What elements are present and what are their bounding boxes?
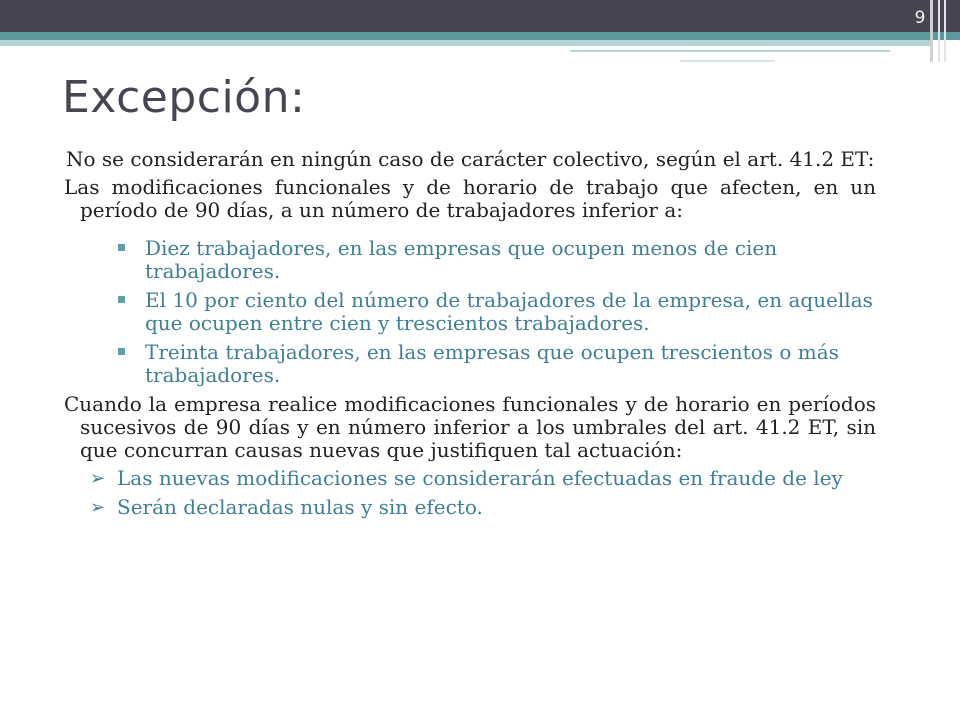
list-item	[64, 289, 876, 335]
page-number: 9	[914, 8, 926, 28]
list-item-text: Las nuevas modificaciones se considerarán efectuadas en fraude de ley	[117, 466, 843, 490]
second-paragraph: Cuando la empresa realice modificaciones funcionales y de horario en períodos sucesivos de 90 días y en número inferior a los umbrales del art. 41.2 ET, sin que concurran causas nuevas que justifiquen tal actuación:	[64, 392, 876, 462]
header-bar	[0, 0, 960, 32]
square-bullet-icon	[118, 348, 125, 355]
list-item-text: Serán declaradas nulas y sin efecto.	[117, 495, 483, 519]
list-item-text: Treinta trabajadores, en las empresas que ocupen trescientos o más trabajadores.	[145, 340, 839, 387]
header-vertical-line	[938, 0, 940, 62]
arrow-bullet-icon: ➢	[90, 497, 106, 518]
list-item	[64, 496, 876, 519]
list-item	[64, 341, 876, 387]
header-accent-line-secondary	[680, 60, 775, 62]
header-teal-band	[0, 32, 960, 40]
square-bullet-icon	[118, 296, 125, 303]
arrow-bullet-icon: ➢	[90, 468, 106, 489]
header-teal-band-lower	[0, 40, 930, 46]
list-item-text: Diez trabajadores, en las empresas que ocupen menos de cien trabajadores.	[145, 236, 778, 283]
list-item-text: El 10 por ciento del número de trabajadores de la empresa, en aquellas que ocupen entre cien y trescientos trabajadores.	[145, 288, 873, 335]
square-bullet-icon	[118, 244, 125, 251]
slide-title: Excepción:	[62, 72, 306, 123]
list-item	[64, 467, 876, 490]
threshold-list	[64, 237, 876, 387]
main-paragraph: Las modificaciones funcionales y de horario de trabajo que afecten, en un período de 90 días, a un número de trabajadores inferior a:	[64, 175, 876, 222]
intro-paragraph: No se considerarán en ningún caso de carácter colectivo, según el art. 41.2 ET:	[66, 147, 875, 171]
slide-content	[64, 148, 876, 525]
header-vertical-line	[944, 0, 946, 62]
header-accent-line	[570, 50, 890, 52]
consequence-list	[64, 467, 876, 519]
list-item	[64, 237, 876, 283]
